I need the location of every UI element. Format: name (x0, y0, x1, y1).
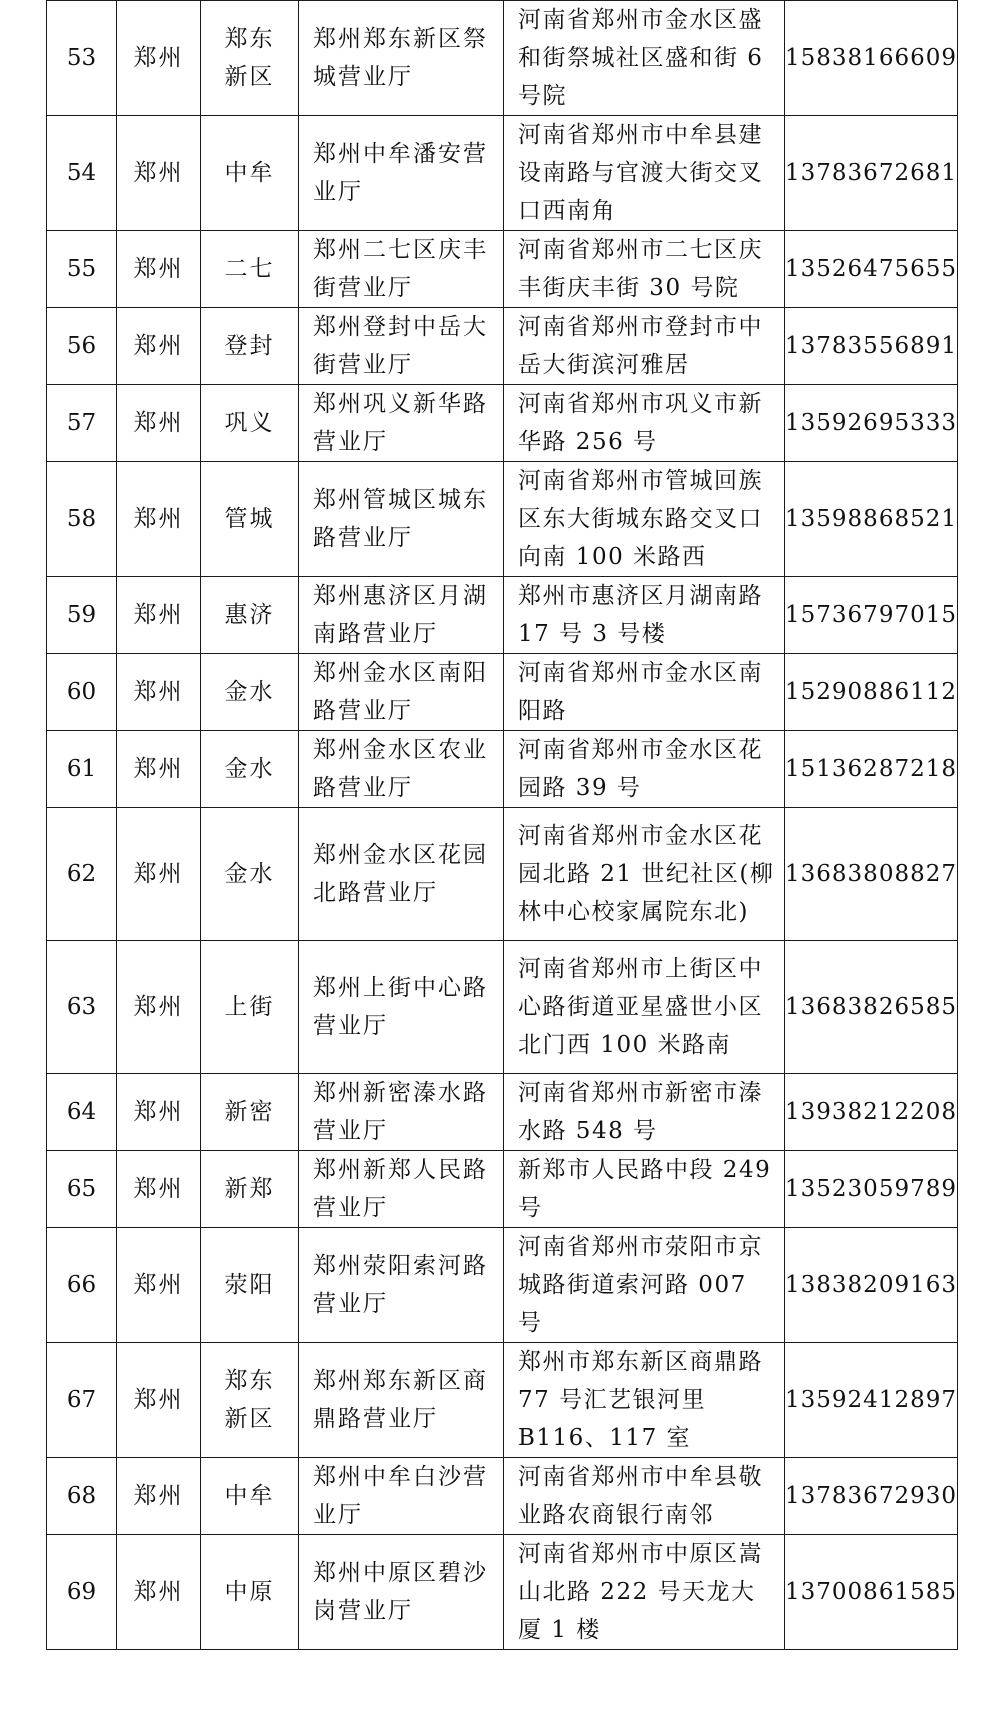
outlet-name-cell: 郑州金水区农业路营业厅 (299, 731, 504, 808)
address-cell: 河南省郑州市中原区嵩山北路 222 号天龙大厦 1 楼 (504, 1535, 785, 1650)
outlet-name-cell: 郑州巩义新华路营业厅 (299, 385, 504, 462)
phone-cell: 13592695333 (785, 385, 958, 462)
district-cell: 中牟 (201, 116, 299, 231)
row-number: 58 (47, 462, 117, 577)
phone-cell: 15290886112 (785, 654, 958, 731)
row-number: 57 (47, 385, 117, 462)
row-number: 63 (47, 941, 117, 1074)
address-cell: 新郑市人民路中段 249 号 (504, 1151, 785, 1228)
city-cell: 郑州 (117, 1, 201, 116)
row-number: 62 (47, 808, 117, 941)
table-row (47, 731, 958, 808)
district-cell: 金水 (201, 731, 299, 808)
table-row (47, 1, 958, 116)
outlet-name-cell: 郑州郑东新区祭城营业厅 (299, 1, 504, 116)
city-cell: 郑州 (117, 1458, 201, 1535)
city-cell: 郑州 (117, 385, 201, 462)
phone-cell: 13700861585 (785, 1535, 958, 1650)
phone-cell: 13683826585 (785, 941, 958, 1074)
district-cell: 登封 (201, 308, 299, 385)
district-cell: 荥阳 (201, 1228, 299, 1343)
address-cell: 河南省郑州市金水区南阳路 (504, 654, 785, 731)
row-number: 64 (47, 1074, 117, 1151)
phone-cell: 15736797015 (785, 577, 958, 654)
table-row (47, 577, 958, 654)
outlet-name-cell: 郑州管城区城东路营业厅 (299, 462, 504, 577)
outlet-name-cell: 郑州中原区碧沙岗营业厅 (299, 1535, 504, 1650)
outlet-name-cell: 郑州登封中岳大街营业厅 (299, 308, 504, 385)
row-number: 54 (47, 116, 117, 231)
phone-cell: 13598868521 (785, 462, 958, 577)
table-row (47, 308, 958, 385)
city-cell: 郑州 (117, 1228, 201, 1343)
district-cell: 管城 (201, 462, 299, 577)
city-cell: 郑州 (117, 808, 201, 941)
outlet-name-cell: 郑州中牟白沙营业厅 (299, 1458, 504, 1535)
address-cell: 河南省郑州市中牟县敬业路农商银行南邻 (504, 1458, 785, 1535)
phone-cell: 13526475655 (785, 231, 958, 308)
address-cell: 郑州市惠济区月湖南路 17 号 3 号楼 (504, 577, 785, 654)
table-row (47, 462, 958, 577)
table-row (47, 1458, 958, 1535)
outlet-name-cell: 郑州新郑人民路营业厅 (299, 1151, 504, 1228)
phone-cell: 13783556891 (785, 308, 958, 385)
district-cell: 二七 (201, 231, 299, 308)
district-cell: 郑东新区 (201, 1, 299, 116)
city-cell: 郑州 (117, 308, 201, 385)
district-cell: 上街 (201, 941, 299, 1074)
city-cell: 郑州 (117, 577, 201, 654)
table-row (47, 941, 958, 1074)
district-cell: 金水 (201, 808, 299, 941)
row-number: 53 (47, 1, 117, 116)
address-cell: 河南省郑州市中牟县建设南路与官渡大街交叉口西南角 (504, 116, 785, 231)
table-row (47, 1535, 958, 1650)
phone-cell: 15136287218 (785, 731, 958, 808)
city-cell: 郑州 (117, 1151, 201, 1228)
table-row (47, 231, 958, 308)
outlet-name-cell: 郑州惠济区月湖南路营业厅 (299, 577, 504, 654)
address-cell: 河南省郑州市金水区花园路 39 号 (504, 731, 785, 808)
district-cell: 郑东新区 (201, 1343, 299, 1458)
address-cell: 河南省郑州市金水区花园北路 21 世纪社区(柳林中心校家属院东北) (504, 808, 785, 941)
city-cell: 郑州 (117, 654, 201, 731)
address-cell: 河南省郑州市上街区中心路街道亚星盛世小区北门西 100 米路南 (504, 941, 785, 1074)
district-cell: 新密 (201, 1074, 299, 1151)
outlet-name-cell: 郑州上街中心路营业厅 (299, 941, 504, 1074)
row-number: 65 (47, 1151, 117, 1228)
city-cell: 郑州 (117, 231, 201, 308)
phone-cell: 13592412897 (785, 1343, 958, 1458)
row-number: 68 (47, 1458, 117, 1535)
table-row (47, 116, 958, 231)
district-cell: 巩义 (201, 385, 299, 462)
address-cell: 河南省郑州市荥阳市京城路街道索河路 007 号 (504, 1228, 785, 1343)
table-row (47, 1151, 958, 1228)
address-cell: 河南省郑州市二七区庆丰街庆丰街 30 号院 (504, 231, 785, 308)
outlet-name-cell: 郑州郑东新区商鼎路营业厅 (299, 1343, 504, 1458)
address-cell: 河南省郑州市管城回族区东大街城东路交叉口向南 100 米路西 (504, 462, 785, 577)
phone-cell: 13683808827 (785, 808, 958, 941)
city-cell: 郑州 (117, 116, 201, 231)
address-cell: 河南省郑州市金水区盛和街祭城社区盛和街 6 号院 (504, 1, 785, 116)
address-cell: 郑州市郑东新区商鼎路 77 号汇艺银河里 B116、117 室 (504, 1343, 785, 1458)
outlet-name-cell: 郑州金水区花园北路营业厅 (299, 808, 504, 941)
city-cell: 郑州 (117, 941, 201, 1074)
table-row (47, 1343, 958, 1458)
phone-cell: 13938212208 (785, 1074, 958, 1151)
phone-cell: 13783672681 (785, 116, 958, 231)
outlet-name-cell: 郑州新密溱水路营业厅 (299, 1074, 504, 1151)
table-row (47, 1074, 958, 1151)
row-number: 60 (47, 654, 117, 731)
phone-cell: 13783672930 (785, 1458, 958, 1535)
table-row (47, 808, 958, 941)
city-cell: 郑州 (117, 731, 201, 808)
row-number: 67 (47, 1343, 117, 1458)
row-number: 55 (47, 231, 117, 308)
address-cell: 河南省郑州市登封市中岳大街滨河雅居 (504, 308, 785, 385)
district-cell: 中原 (201, 1535, 299, 1650)
city-cell: 郑州 (117, 1535, 201, 1650)
table-row (47, 654, 958, 731)
district-cell: 惠济 (201, 577, 299, 654)
outlet-name-cell: 郑州中牟潘安营业厅 (299, 116, 504, 231)
outlet-name-cell: 郑州金水区南阳路营业厅 (299, 654, 504, 731)
city-cell: 郑州 (117, 1074, 201, 1151)
table-row (47, 385, 958, 462)
outlet-name-cell: 郑州二七区庆丰街营业厅 (299, 231, 504, 308)
district-cell: 中牟 (201, 1458, 299, 1535)
outlet-name-cell: 郑州荥阳索河路营业厅 (299, 1228, 504, 1343)
row-number: 61 (47, 731, 117, 808)
phone-cell: 13523059789 (785, 1151, 958, 1228)
row-number: 66 (47, 1228, 117, 1343)
outlet-table-body (47, 1, 958, 1650)
row-number: 56 (47, 308, 117, 385)
phone-cell: 13838209163 (785, 1228, 958, 1343)
row-number: 59 (47, 577, 117, 654)
address-cell: 河南省郑州市新密市溱水路 548 号 (504, 1074, 785, 1151)
row-number: 69 (47, 1535, 117, 1650)
city-cell: 郑州 (117, 462, 201, 577)
outlet-table (46, 0, 958, 1650)
district-cell: 金水 (201, 654, 299, 731)
address-cell: 河南省郑州市巩义市新华路 256 号 (504, 385, 785, 462)
table-row (47, 1228, 958, 1343)
district-cell: 新郑 (201, 1151, 299, 1228)
phone-cell: 15838166609 (785, 1, 958, 116)
city-cell: 郑州 (117, 1343, 201, 1458)
